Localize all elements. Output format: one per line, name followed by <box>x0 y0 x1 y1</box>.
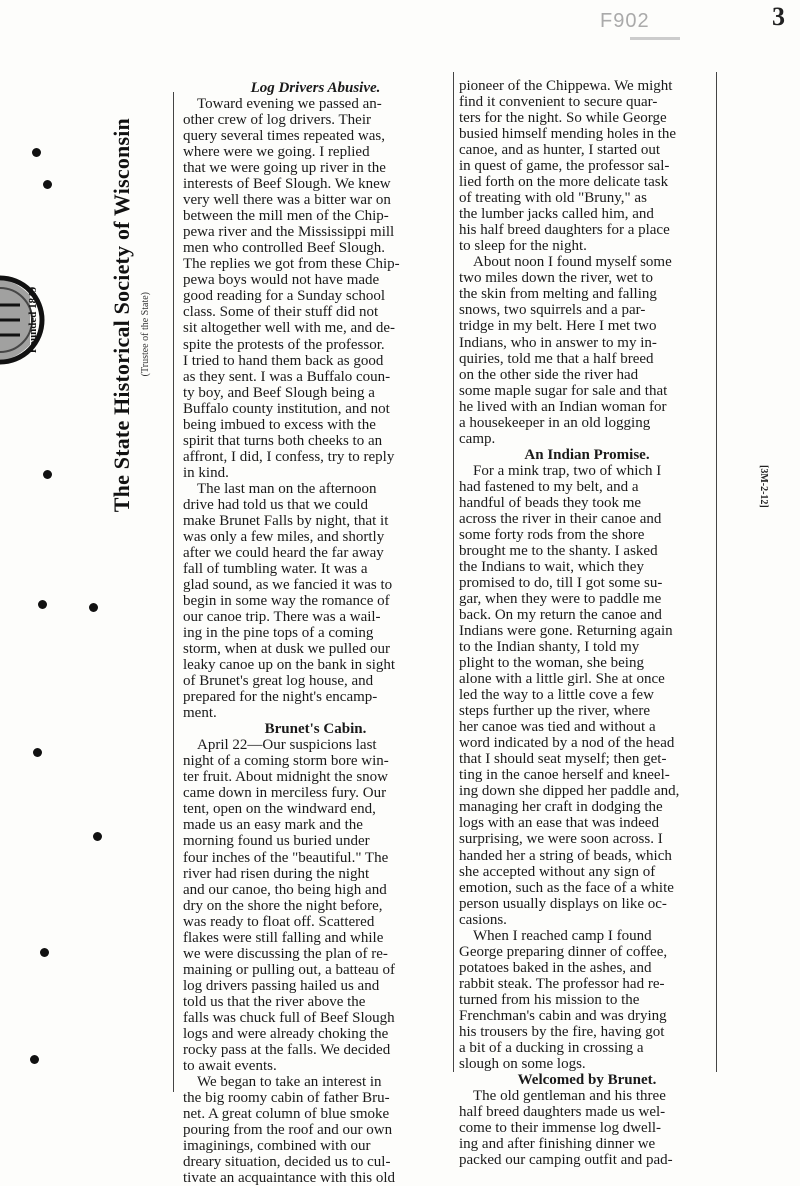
text-line: casions. <box>459 911 507 928</box>
text-line: the skin from melting and falling <box>459 286 657 303</box>
text-line: canoe, and as hunter, I started out <box>459 142 660 159</box>
text-line: pewa river and the Mississippi mill <box>183 224 395 241</box>
text-line: ment. <box>183 705 217 722</box>
text-line: begin in some way the romance of <box>183 593 390 609</box>
text-line: across the river in their canoe and <box>459 510 662 527</box>
binding-hole <box>38 600 47 609</box>
text-line: some maple sugar for sale and that <box>459 382 668 399</box>
text-line: camp. <box>459 430 496 447</box>
text-line: she accepted without any sign of <box>459 863 656 880</box>
text-line: told us that the river above the <box>183 993 366 1010</box>
text-line: managing her craft in dodging the <box>459 799 663 816</box>
text-line: in quest of game, the professor sal- <box>459 158 670 175</box>
text-line: of Brunet's great log house, and <box>183 673 374 690</box>
paragraph <box>183 1074 448 1186</box>
text-line: word indicated by a nod of the head <box>459 735 675 752</box>
text-line: was ready to float off. Scattered <box>183 913 375 930</box>
text-line: the Indians to wait, which they <box>459 558 644 575</box>
text-line: other crew of log drivers. Their <box>183 112 371 129</box>
text-line: When I reached camp I found <box>473 927 652 944</box>
left-column <box>183 80 448 1186</box>
text-line: ting in the canoe herself and kneel- <box>459 767 670 784</box>
text-line: tridge in my belt. Here I met two <box>459 318 657 335</box>
seal-text: Founded 1849 <box>27 286 39 354</box>
text-line: rabbit steak. The professor had re- <box>459 975 665 992</box>
text-line: back. On my return the canoe and <box>459 607 662 624</box>
column-rule <box>173 92 174 1092</box>
paragraph <box>459 928 715 1072</box>
text-line: a bit of a ducking in crossing a <box>459 1039 644 1056</box>
text-line: potatoes baked in the ashes, and <box>459 959 652 976</box>
text-line: I tried to hand them back as good <box>183 352 384 369</box>
text-line: turned from his mission to the <box>459 991 640 1008</box>
text-line: two miles down the river, wet to <box>459 270 653 287</box>
text-line: quiries, told me that a half breed <box>459 350 654 367</box>
text-line: affront, I did, I confess, try to reply <box>183 448 395 465</box>
text-line: Indians, who in answer to my in- <box>459 334 657 351</box>
text-line: had fastened to my belt, and a <box>459 478 639 495</box>
text-line: falls was chuck full of Beef Slough <box>183 1009 395 1026</box>
text-line: some forty rods from the shore <box>459 526 645 543</box>
text-line: sit altogether well with me, and de- <box>183 320 396 337</box>
text-line: spite the protests of the professor. <box>183 336 385 353</box>
paragraph <box>183 96 448 481</box>
text-line: ing in the pine tops of a coming <box>183 625 374 642</box>
text-line: of treating with old "Bruny," as <box>459 190 647 207</box>
side-code: [3M-2-12] <box>758 465 769 508</box>
text-line: as they sent. I was a Buffalo coun- <box>183 368 391 385</box>
text-line: ing and after finishing dinner we <box>459 1136 656 1153</box>
text-line: river had risen during the night <box>183 865 370 882</box>
column-rule <box>453 72 454 1072</box>
paragraph <box>459 78 715 254</box>
society-subtitle: (Trustee of the State) <box>140 292 151 377</box>
text-line: ty boy, and Beef Slough being a <box>183 384 375 401</box>
text-line: The replies we got from these Chip- <box>183 256 400 273</box>
text-line: The old gentleman and his three <box>473 1087 666 1104</box>
society-seal <box>0 225 50 415</box>
text-line: Frenchman's cabin and was drying <box>459 1007 667 1024</box>
text-line: between the mill men of the Chip- <box>183 208 389 225</box>
text-line: to await events. <box>183 1057 277 1074</box>
binding-hole <box>43 470 52 479</box>
paragraph <box>459 1088 715 1168</box>
text-line: About noon I found myself some <box>473 254 672 271</box>
text-line: surprising, we were soon across. I <box>459 831 663 848</box>
text-line: his trousers by the fire, having got <box>459 1023 665 1040</box>
text-line: For a mink trap, two of which I <box>473 462 662 479</box>
text-line: pewa boys would not have made <box>183 272 380 289</box>
text-line: we were discussing the plan of re- <box>183 945 388 962</box>
text-line: glad sound, as we fancied it was to <box>183 576 393 593</box>
text-line: very well there was a bitter war on <box>183 192 391 209</box>
binding-hole <box>32 148 41 157</box>
binding-hole <box>93 832 102 841</box>
text-line: come to their immense log dwell- <box>459 1120 662 1137</box>
binding-hole <box>30 1055 39 1064</box>
text-line: drive had told us that we could <box>183 496 368 513</box>
text-line: that we were going up river in the <box>183 160 386 177</box>
text-line: plight to the woman, she being <box>459 655 644 672</box>
text-line: ter fruit. About midnight the snow <box>183 769 388 786</box>
binding-hole <box>40 948 49 957</box>
text-line: being imbued to excess with the <box>183 416 376 433</box>
text-line: made us an easy mark and the <box>183 817 363 834</box>
text-line: person usually displays on like oc- <box>459 895 667 912</box>
text-line: lied forth on the more delicate task <box>459 174 669 191</box>
text-line: after we could heard the far away <box>183 544 384 561</box>
text-line: he lived with an Indian woman for <box>459 398 667 415</box>
text-line: find it convenient to secure quar- <box>459 94 658 111</box>
text-line: night of a coming storm bore win- <box>183 753 389 770</box>
paragraph <box>459 254 715 446</box>
text-line: led the way to a little cove a few <box>459 687 654 704</box>
catalog-stamp <box>600 10 680 46</box>
text-line: imaginings, combined with our <box>183 1138 371 1155</box>
text-line: the big roomy cabin of father Bru- <box>183 1089 390 1106</box>
text-line: Toward evening we passed an- <box>197 96 382 113</box>
text-line: morning found us buried under <box>183 833 370 850</box>
text-line: snows, two squirrels and a par- <box>459 302 646 319</box>
text-line: tent, open on the windward end, <box>183 801 376 818</box>
text-line: handed her a string of beads, which <box>459 847 672 864</box>
right-column <box>459 78 715 1168</box>
text-line: in kind. <box>183 464 229 481</box>
society-title: The State Historical Society of Wisconsin <box>109 118 134 513</box>
paragraph <box>459 463 715 928</box>
text-line: George preparing dinner of coffee, <box>459 943 668 960</box>
text-line: alone with a little girl. She at once <box>459 671 665 688</box>
binding-hole <box>33 748 42 757</box>
text-line: ters for the night. So while George <box>459 110 667 127</box>
text-line: her canoe was tied and without a <box>459 719 656 736</box>
text-line: log drivers passing hailed us and <box>183 977 380 994</box>
text-line: came down in merciless fury. Our <box>183 785 387 802</box>
binding-hole <box>89 603 98 612</box>
text-line: logs with an ease that was indeed <box>459 815 659 832</box>
text-line: gar, when they were to paddle me <box>459 591 662 607</box>
text-line: spirit that turns both cheeks to an <box>183 432 383 449</box>
text-line: brought me to the shanty. I asked <box>459 542 658 559</box>
page-number: 3 <box>772 2 785 31</box>
text-line: his half breed daughters for a place <box>459 222 670 239</box>
paragraph <box>183 737 448 1074</box>
text-line: to the Indian shanty, I told my <box>459 639 640 656</box>
text-line: handful of beads they took me <box>459 494 642 511</box>
binding-hole <box>43 180 52 189</box>
text-line: pouring from the roof and our own <box>183 1122 393 1139</box>
text-line: interests of Beef Slough. We knew <box>183 176 391 193</box>
text-line: The last man on the afternoon <box>197 480 377 497</box>
text-line: ing down she dipped her paddle and, <box>459 783 680 800</box>
text-line: to sleep for the night. <box>459 238 587 255</box>
section-heading: An Indian Promise. <box>524 446 650 463</box>
text-line: good reading for a Sunday school <box>183 288 386 305</box>
text-line: half breed daughters made us wel- <box>459 1104 666 1120</box>
catalog-stamp-text: F902 <box>600 10 650 32</box>
text-line: class. Some of their stuff did not <box>183 304 379 321</box>
text-line: packed our camping outfit and pad- <box>459 1152 673 1169</box>
text-line: storm, when at dusk we pulled our <box>183 641 391 658</box>
section-heading: Log Drivers Abusive. <box>250 80 381 96</box>
text-line: April 22—Our suspicions last <box>197 737 377 754</box>
text-line: promised to do, till I got some su- <box>459 574 663 591</box>
text-line: query several times repeated was, <box>183 128 385 145</box>
section-heading: Welcomed by Brunet. <box>517 1071 657 1088</box>
text-line: logs and were already choking the <box>183 1025 389 1042</box>
text-line: was only a few miles, and shortly <box>183 528 385 545</box>
text-line: emotion, such as the face of a white <box>459 879 674 896</box>
text-line: tivate an acquaintance with this old <box>183 1170 396 1186</box>
text-line: We began to take an interest in <box>197 1073 382 1090</box>
text-line: maining or pulling out, a batteau of <box>183 961 396 978</box>
text-line: dry on the shore the night before, <box>183 897 383 914</box>
paragraph <box>183 481 448 721</box>
text-line: and our canoe, tho being high and <box>183 881 387 898</box>
text-line: four inches of the "beautiful." The <box>183 849 389 866</box>
text-line: net. A great column of blue smoke <box>183 1106 390 1122</box>
text-line: flakes were still falling and while <box>183 929 384 946</box>
text-line: the lumber jacks called him, and <box>459 206 654 223</box>
seal-graphic <box>0 225 50 415</box>
text-line: a housekeeper in an old logging <box>459 414 651 431</box>
text-line: where were we going. I replied <box>183 144 370 161</box>
text-line: rocky pass at the falls. We decided <box>183 1041 391 1058</box>
text-line: on the other side the river had <box>459 366 639 383</box>
text-line: dreary situation, decided us to cul- <box>183 1154 391 1171</box>
text-line: that I should seat myself; then get- <box>459 751 667 768</box>
text-line: Buffalo county institution, and not <box>183 400 390 417</box>
stamp-underline <box>630 37 680 46</box>
text-line: fall of tumbling water. It was a <box>183 560 368 577</box>
text-line: prepared for the night's encamp- <box>183 689 378 706</box>
text-line: busied himself mending holes in the <box>459 126 677 143</box>
text-line: steps further up the river, where <box>459 703 650 720</box>
section-heading: Brunet's Cabin. <box>264 721 367 738</box>
text-line: Indians were gone. Returning again <box>459 623 673 640</box>
text-line: leaky canoe up on the bank in sight <box>183 657 396 674</box>
text-line: men who controlled Beef Slough. <box>183 240 386 257</box>
text-line: pioneer of the Chippewa. We might <box>459 78 673 94</box>
text-line: slough on some logs. <box>459 1055 586 1072</box>
column-rule <box>716 72 717 1072</box>
text-line: our canoe trip. There was a wail- <box>183 609 381 626</box>
text-line: make Brunet Falls by night, that it <box>183 512 389 529</box>
